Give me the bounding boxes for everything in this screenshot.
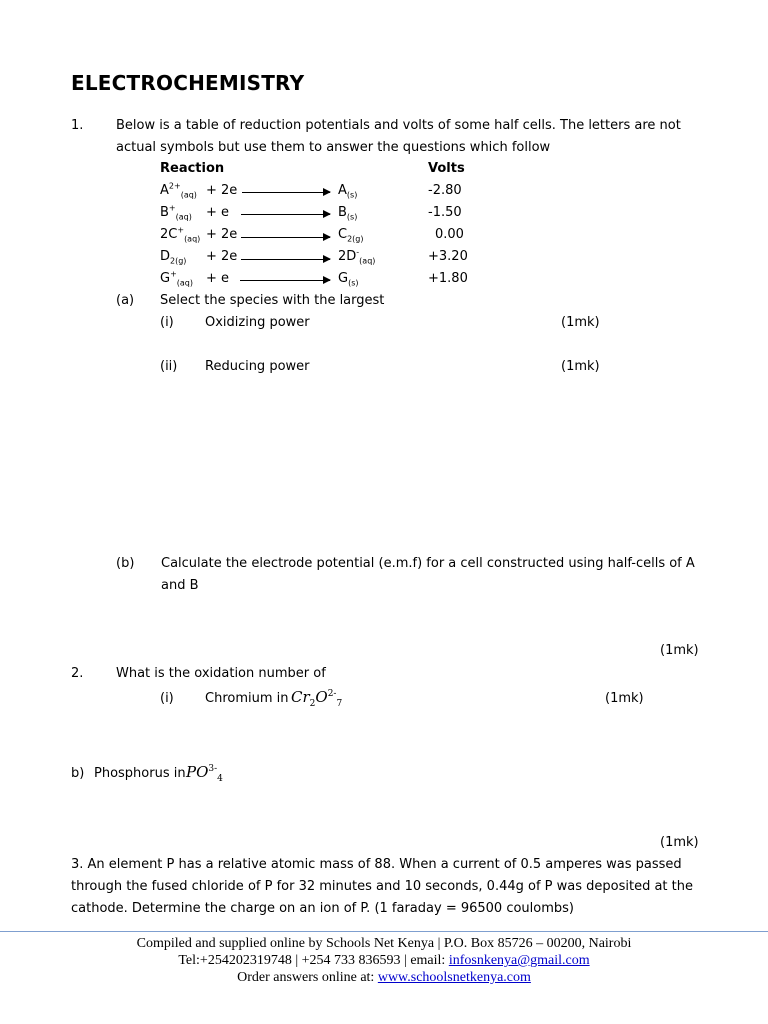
q1a-ii-marks: (1mk) <box>561 359 600 374</box>
row-2-volts: 0.00 <box>435 227 464 242</box>
row-1-product: $B_{(s)}$ <box>338 205 358 222</box>
q1a-i-marks: (1mk) <box>561 315 600 330</box>
q1b-label: (b) <box>116 556 135 571</box>
q2-text: What is the oxidation number of <box>116 666 326 681</box>
q2b-marks: (1mk) <box>660 835 699 850</box>
email-link[interactable]: infosnkenya@gmail.com <box>448 953 590 968</box>
row-2-arrow-icon <box>241 237 330 238</box>
q2-i-text: Chromium in <box>205 691 289 706</box>
q1-intro-line1: Below is a table of reduction potentials and volts of some half cells. The letters are not <box>116 118 681 133</box>
q1b-line2: and B <box>161 578 199 593</box>
q1a-label: (a) <box>116 293 135 308</box>
table-header-reaction: Reaction <box>160 161 225 176</box>
row-2-electrons: + 2e <box>206 227 238 242</box>
row-3-arrow-icon <box>241 259 330 260</box>
row-3-reactant: $D_{2(g)}$ <box>160 249 187 266</box>
q1a-ii-text: Reducing power <box>205 359 310 374</box>
row-1-electrons: + e <box>206 205 230 220</box>
row-4-volts: +1.80 <box>428 271 468 286</box>
q3-line2: through the fused chloride of P for 32 minutes and 10 seconds, 0.44g of P was deposited at the <box>71 879 693 894</box>
row-1-reactant: $B^+_{(aq)}$ <box>160 203 192 222</box>
website-link[interactable]: www.schoolsnetkenya.com <box>377 970 531 985</box>
row-0-arrow-icon <box>242 192 330 193</box>
row-4-arrow-icon <box>240 280 330 281</box>
row-0-reactant: $A^{2+}_{(aq)}$ <box>160 181 197 200</box>
row-0-product: $A_{(s)}$ <box>338 183 358 200</box>
row-0-volts: -2.80 <box>428 183 462 198</box>
row-2-product: $C_{2(g)}$ <box>338 227 364 244</box>
phosphate-formula: $PO^{3-}_4$ <box>186 763 223 784</box>
q2-i-label: (i) <box>160 691 174 706</box>
row-3-product: $2D^-_{(aq)}$ <box>338 247 376 266</box>
q1a-text: Select the species with the largest <box>160 293 385 308</box>
q1a-i-label: (i) <box>160 315 174 330</box>
q2-i-marks: (1mk) <box>605 691 644 706</box>
row-1-arrow-icon <box>241 214 330 215</box>
row-4-product: $G_{(s)}$ <box>338 271 359 288</box>
q1b-marks: (1mk) <box>660 643 699 658</box>
row-2-reactant: $2C^+_{(aq)}$ <box>160 225 201 244</box>
row-4-electrons: + e <box>206 271 230 286</box>
footer-divider <box>0 931 768 932</box>
q2b-text: Phosphorus in <box>94 766 186 781</box>
q3-line3: cathode. Determine the charge on an ion of P. (1 faraday = 96500 coulombs) <box>71 901 574 916</box>
table-header-volts: Volts <box>428 161 465 176</box>
q1a-ii-label: (ii) <box>160 359 178 374</box>
dichromate-formula: $Cr_2O^{2-}_7$ <box>291 688 343 709</box>
row-3-volts: +3.20 <box>428 249 468 264</box>
row-1-volts: -1.50 <box>428 205 462 220</box>
row-4-reactant: $G^+_{(aq)}$ <box>160 269 194 288</box>
q3-line1: 3. An element P has a relative atomic mass of 88. When a current of 0.5 amperes was passed <box>71 857 682 872</box>
row-3-electrons: + 2e <box>206 249 238 264</box>
q1b-line1: Calculate the electrode potential (e.m.f) for a cell constructed using half-cells of A <box>161 556 695 571</box>
q1-number: 1. <box>71 118 84 133</box>
q2-number: 2. <box>71 666 84 681</box>
row-0-electrons: + 2e <box>206 183 238 198</box>
footer-line2: Tel:+254202319748 | +254 733 836593 | email: infosnkenya@gmail.com <box>178 953 590 968</box>
q2b-label: b) <box>71 766 85 781</box>
q1-intro-line2: actual symbols but use them to answer the questions which follow <box>116 140 551 155</box>
footer-line1: Compiled and supplied online by Schools Net Kenya | P.O. Box 85726 – 00200, Nairobi <box>136 936 632 951</box>
q1a-i-text: Oxidizing power <box>205 315 310 330</box>
footer-line3: Order answers online at: www.schoolsnetkenya.com <box>237 970 531 985</box>
page-title: ELECTROCHEMISTRY <box>71 71 305 95</box>
